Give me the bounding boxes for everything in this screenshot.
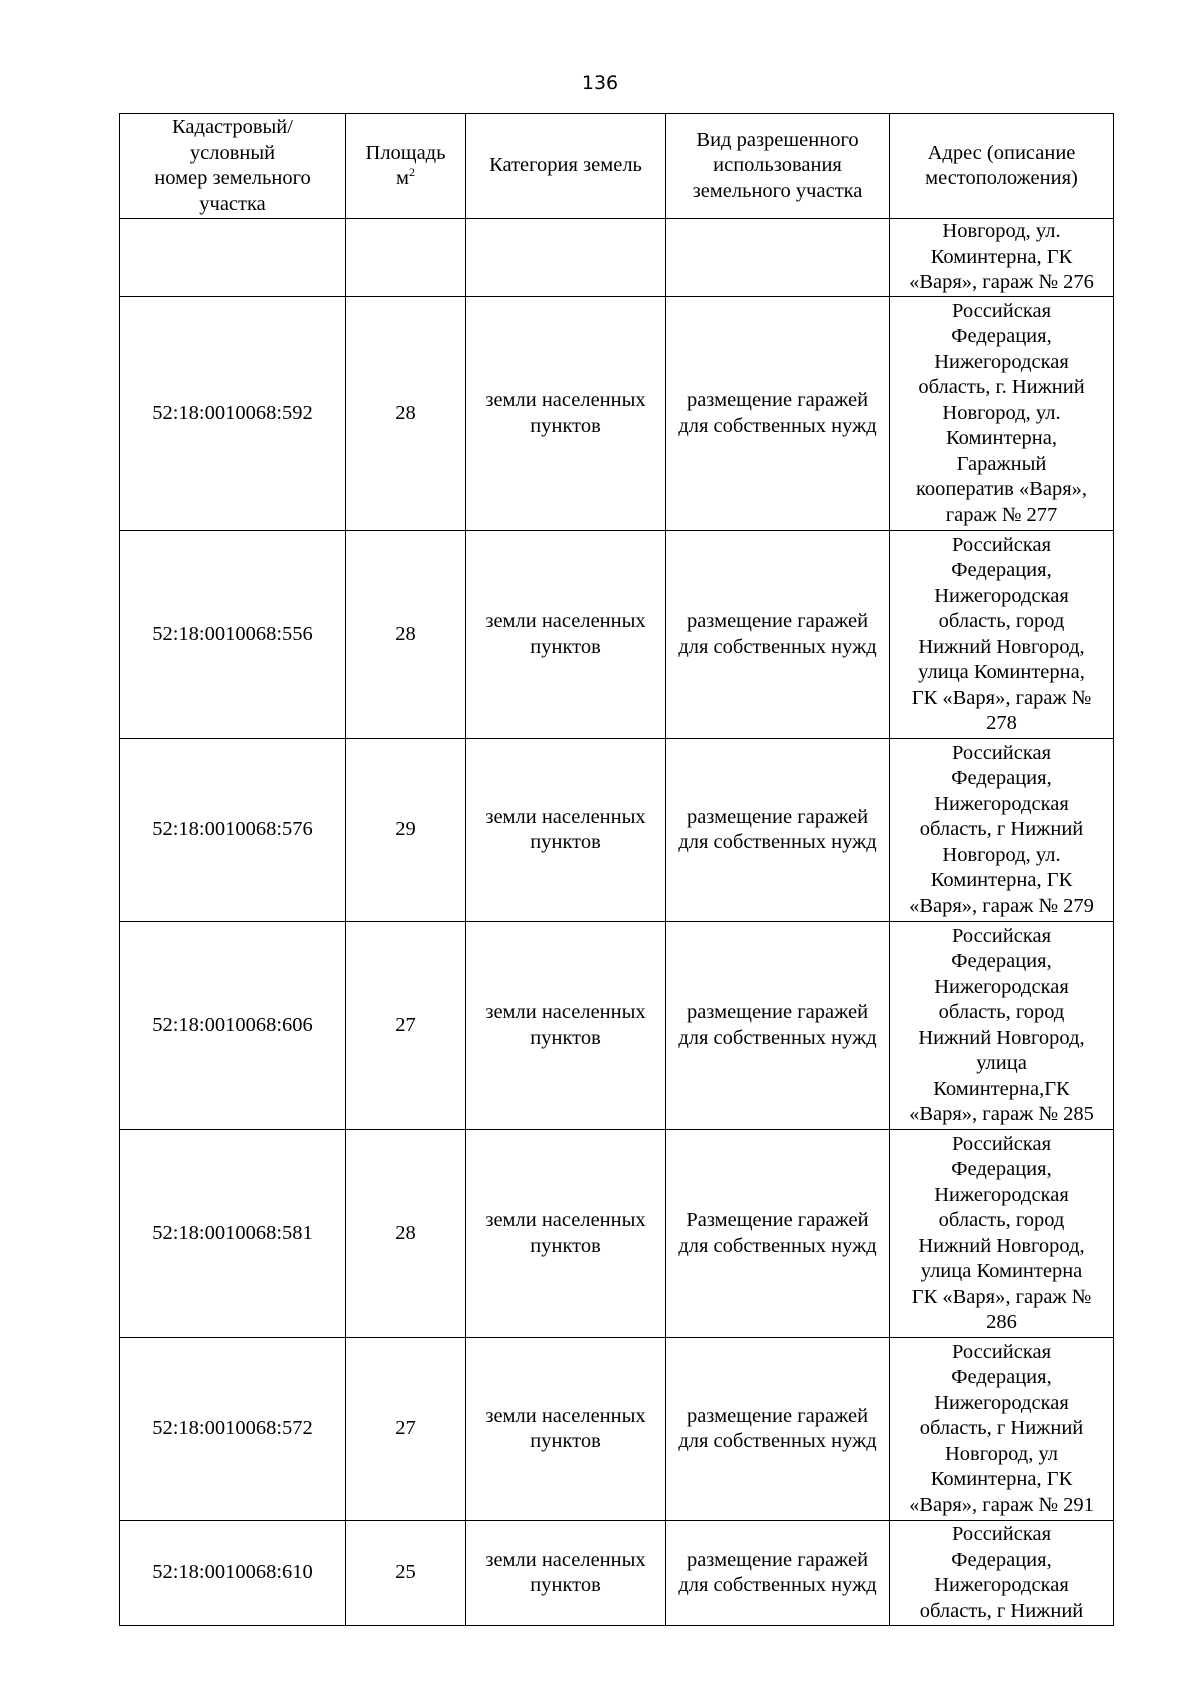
table-row-continuation bbox=[120, 219, 1114, 297]
cell-address: Российская Федерация, Нижегородская область, г Нижний Новгород, ул Коминтерна, ГК «Варя», гараж № 291 bbox=[890, 1338, 1114, 1521]
cell-cadastral-number: 52:18:0010068:606 bbox=[120, 922, 346, 1130]
cell-permitted-use: размещение гаражей для собственных нужд bbox=[666, 922, 890, 1130]
cell-area: 29 bbox=[346, 739, 466, 922]
cell-land-category: земли населенных пунктов bbox=[466, 922, 666, 1130]
table-header-row bbox=[120, 114, 1114, 219]
cell-area-empty bbox=[346, 219, 466, 297]
cell-area: 28 bbox=[346, 531, 466, 739]
cell-address: Российская Федерация, Нижегородская область, г. Нижний Новгород, ул. Коминтерна, Гаражный кооператив «Варя», гараж № 277 bbox=[890, 297, 1114, 531]
cell-address: Новгород, ул. Коминтерна, ГК «Варя», гараж № 276 bbox=[890, 219, 1114, 297]
table-row bbox=[120, 739, 1114, 922]
cell-address: Российская Федерация, Нижегородская область, город Нижний Новгород, улица Коминтерна ГК «Варя», гараж № 286 bbox=[890, 1130, 1114, 1338]
cell-permitted-use: размещение гаражей для собственных нужд bbox=[666, 531, 890, 739]
cell-address: Российская Федерация, Нижегородская область, город Нижний Новгород, улица Коминтерна,ГК «Варя», гараж № 285 bbox=[890, 922, 1114, 1130]
cell-land-category: земли населенных пунктов bbox=[466, 1130, 666, 1338]
cell-use-empty bbox=[666, 219, 890, 297]
table-row bbox=[120, 1521, 1114, 1626]
header-permitted-use: Вид разрешенного использования земельного участка bbox=[666, 114, 890, 219]
cell-cadastral-number: 52:18:0010068:581 bbox=[120, 1130, 346, 1338]
cell-area: 27 bbox=[346, 1338, 466, 1521]
cell-cadastral-number: 52:18:0010068:610 bbox=[120, 1521, 346, 1626]
header-area-unit-power: 2 bbox=[408, 165, 415, 180]
header-area-unit: м bbox=[396, 167, 409, 189]
table-row bbox=[120, 1130, 1114, 1338]
cell-land-category: земли населенных пунктов bbox=[466, 297, 666, 531]
cell-area: 25 bbox=[346, 1521, 466, 1626]
cell-area: 28 bbox=[346, 297, 466, 531]
cell-permitted-use: размещение гаражей для собственных нужд bbox=[666, 1521, 890, 1626]
cell-land-category: земли населенных пунктов bbox=[466, 739, 666, 922]
header-cadastral-number: Кадастровый/ условный номер земельного участка bbox=[120, 114, 346, 219]
header-land-category: Категория земель bbox=[466, 114, 666, 219]
cell-cadastral-number: 52:18:0010068:576 bbox=[120, 739, 346, 922]
cell-permitted-use: размещение гаражей для собственных нужд bbox=[666, 739, 890, 922]
cell-cadastral-number: 52:18:0010068:556 bbox=[120, 531, 346, 739]
header-address: Адрес (описание местоположения) bbox=[890, 114, 1114, 219]
cell-cadastral-empty bbox=[120, 219, 346, 297]
cell-permitted-use: размещение гаражей для собственных нужд bbox=[666, 297, 890, 531]
cell-cadastral-number: 52:18:0010068:592 bbox=[120, 297, 346, 531]
cell-permitted-use: Размещение гаражей для собственных нужд bbox=[666, 1130, 890, 1338]
cell-area: 28 bbox=[346, 1130, 466, 1338]
table-row bbox=[120, 922, 1114, 1130]
table-row bbox=[120, 531, 1114, 739]
cell-address: Российская Федерация, Нижегородская область, город Нижний Новгород, улица Коминтерна, ГК «Варя», гараж № 278 bbox=[890, 531, 1114, 739]
table-row bbox=[120, 1338, 1114, 1521]
cell-area: 27 bbox=[346, 922, 466, 1130]
header-area-label: Площадь bbox=[365, 141, 446, 164]
cell-land-category: земли населенных пунктов bbox=[466, 1338, 666, 1521]
page-number: 136 bbox=[581, 72, 619, 94]
table-row bbox=[120, 297, 1114, 531]
cell-land-category: земли населенных пунктов bbox=[466, 1521, 666, 1626]
cell-land-category: земли населенных пунктов bbox=[466, 531, 666, 739]
cell-permitted-use: размещение гаражей для собственных нужд bbox=[666, 1338, 890, 1521]
cell-address: Российская Федерация, Нижегородская область, г Нижний bbox=[890, 1521, 1114, 1626]
cell-address: Российская Федерация, Нижегородская область, г Нижний Новгород, ул. Коминтерна, ГК «Варя», гараж № 279 bbox=[890, 739, 1114, 922]
header-area bbox=[346, 114, 466, 219]
cell-cadastral-number: 52:18:0010068:572 bbox=[120, 1338, 346, 1521]
land-plots-table bbox=[119, 113, 1114, 1626]
cell-category-empty bbox=[466, 219, 666, 297]
